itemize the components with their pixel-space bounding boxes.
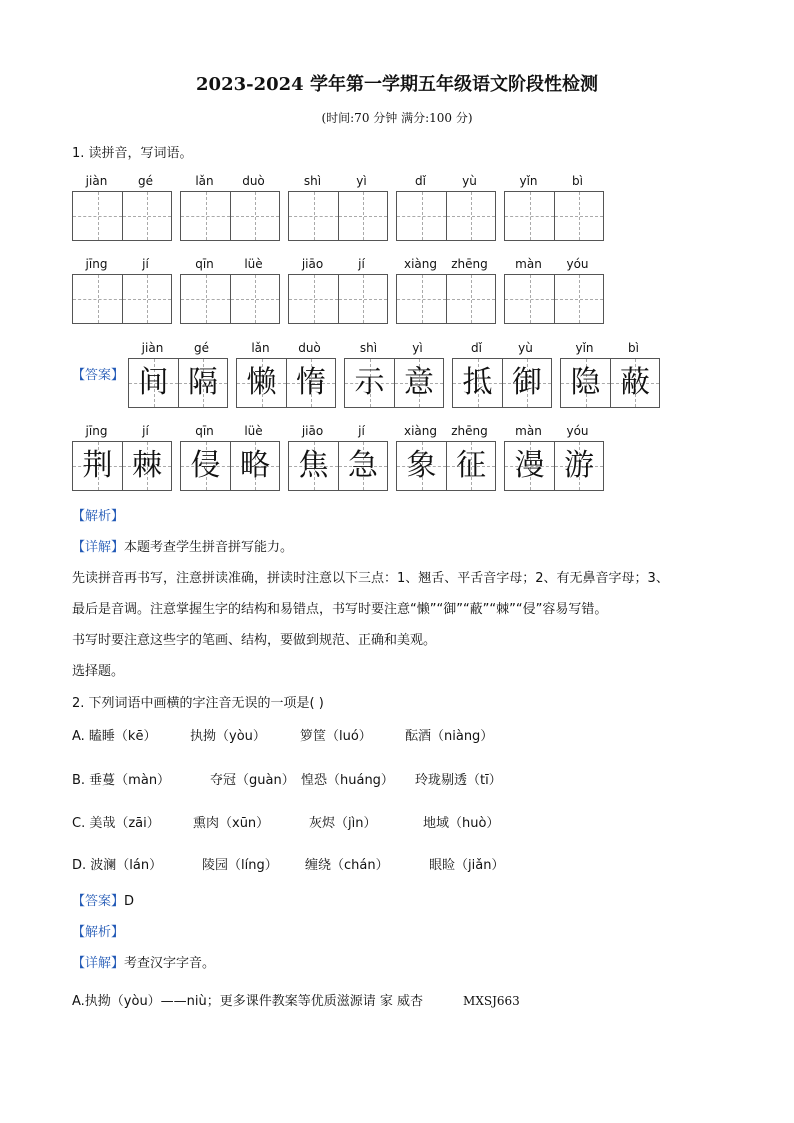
- detail-tag: 【详解】: [72, 540, 125, 555]
- analysis-tag: 【解析】: [72, 509, 125, 524]
- answer-char: 略: [240, 448, 270, 483]
- answer-char: 征: [456, 448, 486, 483]
- word-group: [180, 174, 280, 241]
- blank-cell[interactable]: [122, 275, 171, 323]
- pinyin: jiàn: [141, 341, 164, 355]
- word-group: [180, 424, 280, 491]
- pinyin: shì: [359, 341, 378, 355]
- detail-text: 本题考查学生拼音拼写能力。: [124, 540, 294, 555]
- option-a-1[interactable]: A. 瞌睡（kē）: [72, 729, 157, 744]
- pinyin: lǎn: [251, 341, 270, 355]
- pinyin: màn: [515, 424, 542, 438]
- pinyin: qīn: [195, 257, 214, 271]
- paragraph: 书写时要注意这些字的笔画、结构，要做到规范、正确和美观。: [72, 633, 437, 648]
- pinyin: dǐ: [415, 174, 426, 188]
- word-group: [504, 174, 604, 241]
- blank-cell[interactable]: [446, 192, 495, 240]
- watermark-code: MXSJ663: [463, 994, 520, 1008]
- answer-char: 蔽: [620, 365, 650, 400]
- answer-char: 示: [354, 365, 385, 400]
- blank-cell[interactable]: [505, 275, 554, 323]
- pinyin: gé: [138, 174, 153, 188]
- pinyin: xiàng: [403, 424, 437, 438]
- pinyin: gé: [194, 341, 209, 355]
- blank-cell[interactable]: [446, 275, 495, 323]
- word-group: [344, 341, 444, 408]
- blank-cell[interactable]: [73, 275, 122, 323]
- detail-tag: 【详解】: [72, 956, 125, 971]
- pinyin: lǎn: [195, 174, 214, 188]
- answer-char: 荆: [82, 448, 113, 483]
- blank-cell[interactable]: [181, 192, 230, 240]
- pinyin: dǐ: [471, 341, 482, 355]
- answer-char: 象: [406, 448, 437, 483]
- word-group: [128, 341, 228, 408]
- word-group: [180, 257, 280, 324]
- answer-char: 御: [512, 365, 542, 400]
- answer-grid-row-1: [128, 341, 668, 408]
- blank-cell[interactable]: [289, 192, 338, 240]
- answer-char: 游: [564, 448, 594, 483]
- option-c-4: 地域（huò）: [423, 816, 500, 831]
- answer-char: 意: [404, 365, 434, 400]
- option-a-4: 酝酒（niàng）: [405, 729, 494, 744]
- answer-char: 焦: [298, 448, 329, 483]
- option-c-3: 灰烬（jìn）: [309, 816, 377, 831]
- pinyin: shì: [303, 174, 322, 188]
- answer-char: 隔: [188, 365, 218, 400]
- word-group: [504, 257, 604, 324]
- pinyin: jiāo: [301, 257, 324, 271]
- blank-grid-row-1: [72, 174, 612, 241]
- pinyin: yóu: [566, 257, 589, 271]
- word-group: [72, 424, 172, 491]
- pinyin: jiàn: [85, 174, 108, 188]
- blank-cell[interactable]: [338, 192, 387, 240]
- answer-char: 间: [138, 365, 169, 400]
- answer-char: 惰: [296, 365, 326, 400]
- blank-cell[interactable]: [73, 192, 122, 240]
- answer-char: 棘: [132, 448, 162, 483]
- option-d-3: 缠绕（chán）: [305, 858, 389, 873]
- pinyin: lüè: [244, 424, 263, 438]
- last-line-text: A.执拗（yòu）——niù；更多课件教案等优质滋源请 家 威杏: [72, 994, 424, 1009]
- blank-cell[interactable]: [181, 275, 230, 323]
- answer-char: 抵: [462, 365, 493, 400]
- option-d-4: 眼睑（jiǎn）: [429, 858, 505, 873]
- detail-text: 考查汉字字音。: [124, 956, 216, 971]
- option-b-1[interactable]: B. 垂蔓（màn）: [72, 773, 171, 788]
- pinyin: bì: [572, 174, 583, 188]
- answer-char: 急: [348, 448, 378, 483]
- word-group: [288, 174, 388, 241]
- detail-line: [72, 536, 293, 555]
- pinyin: yì: [412, 341, 423, 355]
- pinyin: jí: [358, 257, 365, 271]
- page-subtitle: (时间:70 分钟 满分:100 分): [321, 111, 473, 125]
- answer-value: D: [124, 894, 135, 909]
- option-d-1[interactable]: D. 波澜（lán）: [72, 858, 163, 873]
- blank-cell[interactable]: [230, 275, 279, 323]
- pinyin: zhēng: [451, 257, 488, 271]
- blank-cell[interactable]: [397, 192, 446, 240]
- blank-cell[interactable]: [338, 275, 387, 323]
- pinyin: yóu: [566, 424, 589, 438]
- blank-cell[interactable]: [554, 192, 603, 240]
- q2-answer-line: [72, 890, 134, 909]
- pinyin: jí: [142, 257, 149, 271]
- blank-cell[interactable]: [397, 275, 446, 323]
- page-title: 2023-2024 学年第一学期五年级语文阶段性检测: [196, 74, 598, 95]
- detail-line: [72, 952, 215, 971]
- pinyin: jí: [358, 424, 365, 438]
- blank-cell[interactable]: [230, 192, 279, 240]
- word-group: [72, 257, 172, 324]
- pinyin: jīng: [85, 424, 108, 438]
- word-group: [396, 424, 496, 491]
- pinyin: màn: [515, 257, 542, 271]
- word-group: [396, 257, 496, 324]
- pinyin: duò: [298, 341, 321, 355]
- blank-grid-row-2: [72, 257, 612, 324]
- option-a-2: 执拗（yòu）: [190, 729, 266, 744]
- word-group: [72, 174, 172, 241]
- pinyin: duò: [242, 174, 265, 188]
- word-group: [236, 341, 336, 408]
- option-b-2: 夺冠（guàn）: [210, 773, 295, 788]
- word-group: [288, 257, 388, 324]
- pinyin: bì: [628, 341, 639, 355]
- blank-cell[interactable]: [289, 275, 338, 323]
- answer-grid-row-2: [72, 424, 612, 491]
- pinyin: yǐn: [575, 341, 594, 355]
- word-group: [288, 424, 388, 491]
- answer-tag: 【答案】: [72, 368, 125, 383]
- option-b-4: 玲珑剔透（tī）: [415, 773, 502, 788]
- pinyin: lüè: [244, 257, 263, 271]
- paragraph: 最后是音调。注意掌握生字的结构和易错点，书写时要注意“懒”“御”“蔽”“棘”“侵”容易写错。: [72, 602, 608, 617]
- option-c-1[interactable]: C. 美哉（zāi）: [72, 816, 160, 831]
- blank-cell[interactable]: [554, 275, 603, 323]
- answer-tag: 【答案】: [72, 894, 125, 909]
- pinyin: jiāo: [301, 424, 324, 438]
- pinyin: yì: [356, 174, 367, 188]
- word-group: [452, 341, 552, 408]
- pinyin: xiàng: [403, 257, 437, 271]
- option-a-3: 箩筐（luó）: [300, 729, 372, 744]
- pinyin: jīng: [85, 257, 108, 271]
- answer-char: 懒: [246, 365, 277, 400]
- question-1-prompt: 1. 读拼音，写词语。: [72, 146, 193, 161]
- word-group: [560, 341, 660, 408]
- answer-char: 隐: [570, 365, 601, 400]
- pinyin: jí: [142, 424, 149, 438]
- paragraph: 先读拼音再书写，注意拼读准确，拼读时注意以下三点：1、翘舌、平舌音字母；2、有无鼻音字母；3、: [72, 571, 669, 586]
- word-group: [396, 174, 496, 241]
- pinyin: yǐn: [519, 174, 538, 188]
- option-d-2: 陵园（líng）: [202, 858, 278, 873]
- option-c-2: 熏肉（xūn）: [193, 816, 270, 831]
- pinyin: zhēng: [451, 424, 488, 438]
- blank-cell[interactable]: [122, 192, 171, 240]
- answer-char: 侵: [190, 448, 221, 483]
- last-line: [72, 990, 520, 1009]
- pinyin: qīn: [195, 424, 214, 438]
- question-2-prompt: 2. 下列词语中画横的字注音无误的一项是( ): [72, 696, 324, 711]
- pinyin: yù: [518, 341, 533, 355]
- word-group: [504, 424, 604, 491]
- blank-cell[interactable]: [505, 192, 554, 240]
- option-b-3: 惶恐（huáng）: [301, 773, 394, 788]
- answer-char: 漫: [514, 448, 545, 483]
- pinyin: yù: [462, 174, 477, 188]
- analysis-tag: 【解析】: [72, 925, 125, 940]
- paragraph: 选择题。: [72, 664, 125, 679]
